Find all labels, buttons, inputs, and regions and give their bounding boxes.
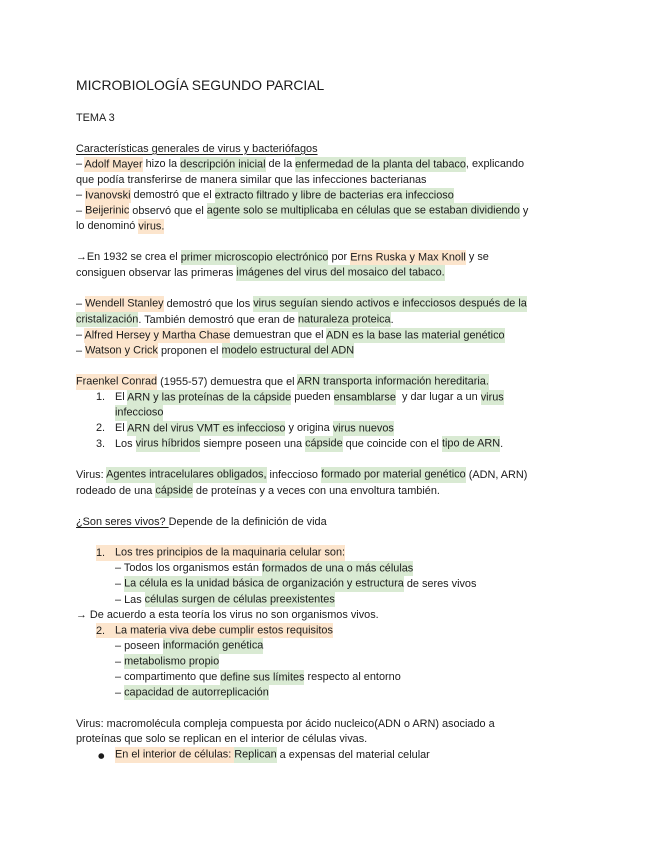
text-run: de proteínas y a veces con una envoltura también.: [192, 484, 440, 497]
highlight-green: cápside: [305, 438, 343, 451]
history-line: [76, 313, 636, 329]
highlight-orange: Fraenkel Conrad: [76, 375, 158, 388]
highlight-green: formado por material genético: [321, 469, 466, 482]
highlight-orange: Erns Ruska y Max Knoll: [350, 251, 466, 264]
list-item: [76, 421, 636, 437]
blank-line: [76, 499, 636, 515]
history-line: [76, 344, 636, 360]
history-line: [76, 204, 636, 220]
text-run: y se: [465, 251, 489, 264]
topic-line: [76, 111, 636, 127]
sub-point: [76, 561, 636, 577]
text-run: rodeado de una: [76, 484, 156, 497]
history-line: [76, 173, 636, 189]
highlight-green: agente solo se multiplicaba en células que se estaban dividiendo: [206, 204, 520, 217]
highlight-orange: Alfred Hersey y Martha Chase: [84, 329, 231, 342]
macromolecule-line: [76, 717, 636, 733]
text-run: y dar lugar a un: [395, 391, 481, 404]
text-run: –: [115, 577, 125, 590]
highlight-green: descripción inicial: [180, 158, 266, 171]
sub-point: [76, 670, 636, 686]
sub-point: [76, 577, 636, 593]
list-number: 1.: [96, 546, 106, 559]
bullet-icon: ●: [98, 750, 105, 760]
highlight-green: ARN y las proteínas de la cápside: [127, 391, 292, 404]
text-run: demuestran que el: [230, 329, 327, 342]
highlight-green: virus seguían siendo activos e infecciosos después de la: [253, 298, 527, 311]
text-run: – Todos los organismos están: [115, 562, 262, 575]
text-run: infeccioso: [266, 469, 321, 482]
highlight-green: virus: [480, 391, 504, 404]
blank-line: [76, 453, 636, 469]
text-run: El: [115, 422, 128, 435]
sub-point: [76, 639, 636, 655]
question-heading: ¿Son seres vivos?: [76, 515, 169, 528]
text-run: pueden: [291, 391, 334, 404]
text-run: –: [76, 158, 85, 171]
document-body: [76, 75, 636, 764]
definition-line: [76, 468, 636, 484]
highlight-green: virus nuevos: [332, 422, 394, 435]
text-run: lo denominó: [76, 220, 139, 233]
text-run: Virus:: [76, 469, 107, 482]
highlight-green: La célula es la unidad básica de organización y estructura: [124, 577, 404, 590]
history-line: [76, 188, 636, 204]
highlight-green: Agentes intracelulares obligados,: [106, 469, 267, 482]
conrad-intro-line: [76, 375, 636, 391]
text-run: y origina: [285, 422, 333, 435]
highlight-green: infeccioso: [115, 406, 164, 419]
text-run: –: [76, 204, 86, 217]
highlight-green: capacidad de autorreplicación: [124, 686, 269, 699]
highlight-green: formados de una o más células: [261, 562, 414, 575]
text-run: (1955-57) demuestra que el: [157, 375, 297, 388]
text-run: (ADN, ARN): [465, 469, 528, 482]
history-line: [76, 328, 636, 344]
blank-line: [76, 701, 636, 717]
highlight-orange: En el interior de células:: [115, 748, 235, 761]
highlighted-list-item: [96, 545, 345, 560]
question-line: [76, 515, 636, 531]
highlight-green: cápside: [155, 484, 193, 497]
highlight-green: modelo estructural del ADN: [221, 344, 355, 357]
blank-line: [76, 282, 636, 298]
highlight-green: cristalización: [76, 313, 139, 326]
text-run: → De acuerdo a esta teoría los virus no son organismos vivos.: [76, 609, 379, 622]
text-run: demostró que el: [130, 189, 215, 202]
highlight-green: naturaleza proteica: [297, 313, 391, 326]
highlight-green: metabolismo propio: [124, 655, 220, 668]
conclusion-line: [76, 608, 636, 624]
highlight-green: células surgen de células preexistentes: [144, 593, 335, 606]
text-run: –: [115, 655, 125, 668]
highlighted-list-item: [96, 623, 333, 638]
list-number: 2.: [96, 422, 106, 435]
highlight-green: ensamblarse: [333, 391, 396, 404]
highlight-green: ARN del virus VMT es infeccioso: [127, 422, 286, 435]
text-run: por: [328, 251, 351, 264]
list-item: [76, 437, 636, 453]
text-run: de seres vivos: [403, 577, 477, 590]
topic-label: TEMA 3: [76, 111, 115, 124]
highlight-green: enfermedad de la planta del tabaco: [295, 158, 466, 171]
text-run: – compartimento que: [115, 671, 221, 684]
list-item: [76, 624, 636, 640]
text-run: Depende de la definición de vida: [168, 515, 327, 528]
highlight-green: tipo de ARN: [441, 438, 501, 451]
history-line: [76, 266, 636, 282]
text-run: –: [76, 329, 85, 342]
text-run: proteínas que solo se replican en el interior de células vivas.: [76, 733, 368, 746]
text-run: respecto al entorno: [304, 671, 401, 684]
highlight-green: información genética: [162, 640, 264, 653]
document-title: MICROBIOLOGÍA SEGUNDO PARCIAL: [76, 77, 325, 93]
text-run: – Las: [115, 593, 145, 606]
blank-line: [76, 359, 636, 375]
history-line: [76, 157, 636, 173]
blank-line: [76, 126, 636, 142]
text-run: Los: [115, 438, 136, 451]
highlight-green: imágenes del virus del mosaico del tabaco.: [236, 267, 445, 280]
text-run: –: [76, 344, 86, 357]
sub-point: [76, 686, 636, 702]
definition-line: [76, 484, 636, 500]
highlight-green: extracto filtrado y libre de bacterias era infeccioso: [214, 189, 454, 202]
text-run: –: [76, 298, 86, 311]
highlight-orange: Beijerinic: [85, 204, 130, 217]
list-number: 3.: [96, 438, 106, 451]
bullet-item: [76, 748, 636, 764]
sub-point: [76, 593, 636, 609]
highlight-orange: Adolf Mayer: [84, 158, 143, 171]
text-run: y: [519, 204, 529, 217]
list-number: 1.: [96, 391, 106, 404]
history-line: [76, 297, 636, 313]
list-item-label: Los tres principios de la maquinaria celular son:: [115, 546, 346, 559]
history-line: [76, 250, 636, 266]
text-run: proponen el: [157, 344, 222, 357]
text-run: .: [390, 313, 394, 326]
blank-line: [76, 235, 636, 251]
text-run: que podía transferirse de manera similar que las infecciones bacterianas: [76, 173, 427, 186]
text-run: que coincide con el: [342, 438, 442, 451]
title-line: [76, 75, 636, 95]
text-run: siempre poseen una: [200, 438, 306, 451]
highlight-green: primer microscopio electrónico: [180, 251, 329, 264]
text-run: demostró que los: [163, 298, 254, 311]
text-run: hizo la: [142, 158, 181, 171]
text-run: . También demostró que eran de: [138, 313, 298, 326]
highlight-orange: Watson y Crick: [85, 344, 158, 357]
text-run: , explicando: [465, 158, 525, 171]
text-run: –: [115, 686, 125, 699]
list-number: 2.: [96, 624, 106, 637]
highlight-orange: Wendell Stanley: [85, 298, 164, 311]
text-run: a expensas del material celular: [276, 748, 430, 761]
list-item: [76, 390, 636, 406]
highlight-orange: virus.: [138, 220, 165, 233]
text-run: de la: [265, 158, 296, 171]
highlight-green: Replican: [234, 748, 277, 761]
text-run: –: [76, 189, 86, 202]
text-run: .: [500, 438, 504, 451]
macromolecule-line: [76, 732, 636, 748]
highlight-green: virus híbridos: [135, 438, 201, 451]
blank-line: [76, 95, 636, 111]
highlight-green: ADN es la base las material genético: [326, 329, 505, 342]
text-run: El: [115, 391, 128, 404]
highlight-green: define sus límites: [220, 671, 305, 684]
list-item: [76, 546, 636, 562]
text-run: consiguen observar las primeras: [76, 267, 237, 280]
list-item-label: La materia viva debe cumplir estos requisitos: [115, 624, 333, 637]
section-heading: Características generales de virus y bacteriófagos: [76, 142, 318, 155]
text-run: – poseen: [115, 640, 163, 653]
sub-point: [76, 655, 636, 671]
heading-line: [76, 142, 636, 158]
text-run: →En 1932 se crea el: [76, 251, 181, 264]
text-run: observó que el: [129, 204, 207, 217]
text-run: Virus: macromolécula compleja compuesta por ácido nucleico(ADN o ARN) asociado a: [76, 717, 495, 730]
list-item-continuation: [76, 406, 636, 422]
blank-line: [76, 530, 636, 546]
history-line: [76, 219, 636, 235]
highlight-orange: Ivanovski: [85, 189, 131, 202]
highlight-green: ARN transporta información hereditaria.: [296, 375, 489, 388]
